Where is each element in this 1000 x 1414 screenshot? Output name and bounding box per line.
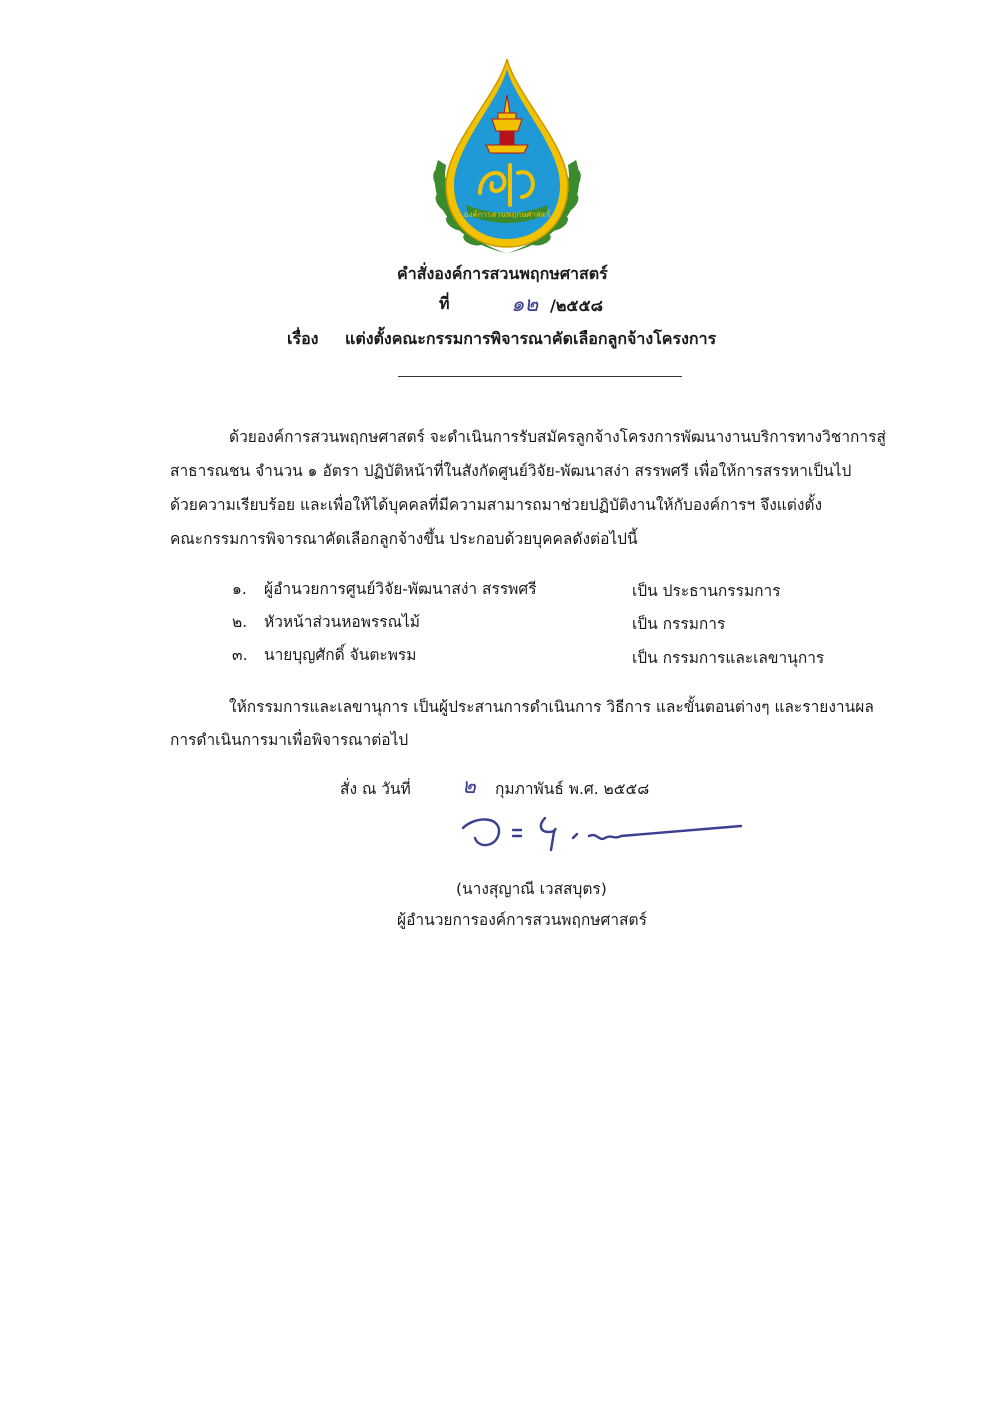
signer-name: (นางสุญาณี เวสสบุตร) — [456, 880, 607, 898]
order-year: /๒๕๕๘ — [550, 296, 603, 315]
order-title: คำสั่งองค์การสวนพฤกษศาสตร์ — [397, 264, 608, 283]
para1-line: ด้วยองค์การสวนพฤกษศาสตร์ จะดำเนินการรับสมัครลูกจ้างโครงการพัฒนางานบริการทางวิชาการสู่ — [229, 428, 886, 446]
signer-position: ผู้อำนวยการองค์การสวนพฤกษศาสตร์ — [397, 911, 647, 929]
order-date-day-handwritten: ๒ — [462, 774, 476, 798]
handwritten-signature-icon — [455, 808, 745, 868]
member-role: เป็น กรรมการและเลขานุการ — [632, 649, 825, 667]
member-name: หัวหน้าส่วนหอพรรณไม้ — [264, 613, 420, 631]
number-label: ที่ — [439, 294, 450, 313]
para2-line: การดำเนินการมาเพื่อพิจารณาต่อไป — [170, 731, 409, 749]
member-name: นายบุญศักดิ์ จันตะพรม — [264, 646, 417, 664]
member-number: ๒. — [232, 613, 248, 631]
qsbg-logo-icon — [418, 55, 596, 260]
order-date-prefix: สั่ง ณ วันที่ — [340, 780, 411, 798]
order-date-rest: กุมภาพันธ์ พ.ศ. ๒๕๕๘ — [495, 780, 650, 798]
para2-line: ให้กรรมการและเลขานุการ เป็นผู้ประสานการดำเนินการ วิธีการ และขั้นตอนต่างๆ และรายงานผล — [229, 698, 874, 716]
member-name: ผู้อำนวยการศูนย์วิจัย-พัฒนาสง่า สรรพศรี — [264, 580, 537, 598]
para1-line: ด้วยความเรียบร้อย และเพื่อให้ได้บุคคลที่มีความสามารถมาช่วยปฏิบัติงานให้กับองค์การฯ จึงแต่งตั้ง — [170, 496, 823, 514]
svg-text:องค์การสวนพฤกษศาสตร์: องค์การสวนพฤกษศาสตร์ — [463, 210, 551, 219]
para1-line: สาธารณชน จำนวน ๑ อัตรา ปฏิบัติหน้าที่ในสังกัดศูนย์วิจัย-พัฒนาสง่า สรรพศรี เพื่อให้การสรรหาเป็นไป — [170, 462, 852, 480]
subject-text: แต่งตั้งคณะกรรมการพิจารณาคัดเลือกลูกจ้างโครงการ — [345, 329, 717, 348]
order-number-handwritten: ๑๒ — [511, 292, 539, 316]
subject-label: เรื่อง — [287, 329, 319, 348]
para1-line: คณะกรรมการพิจารณาคัดเลือกลูกจ้างขึ้น ประกอบด้วยบุคคลดังต่อไปนี้ — [170, 530, 638, 548]
member-role: เป็น กรรมการ — [632, 615, 726, 633]
header-divider — [398, 376, 682, 377]
member-number: ๑. — [232, 580, 247, 598]
member-number: ๓. — [232, 646, 248, 664]
member-role: เป็น ประธานกรรมการ — [632, 582, 781, 600]
